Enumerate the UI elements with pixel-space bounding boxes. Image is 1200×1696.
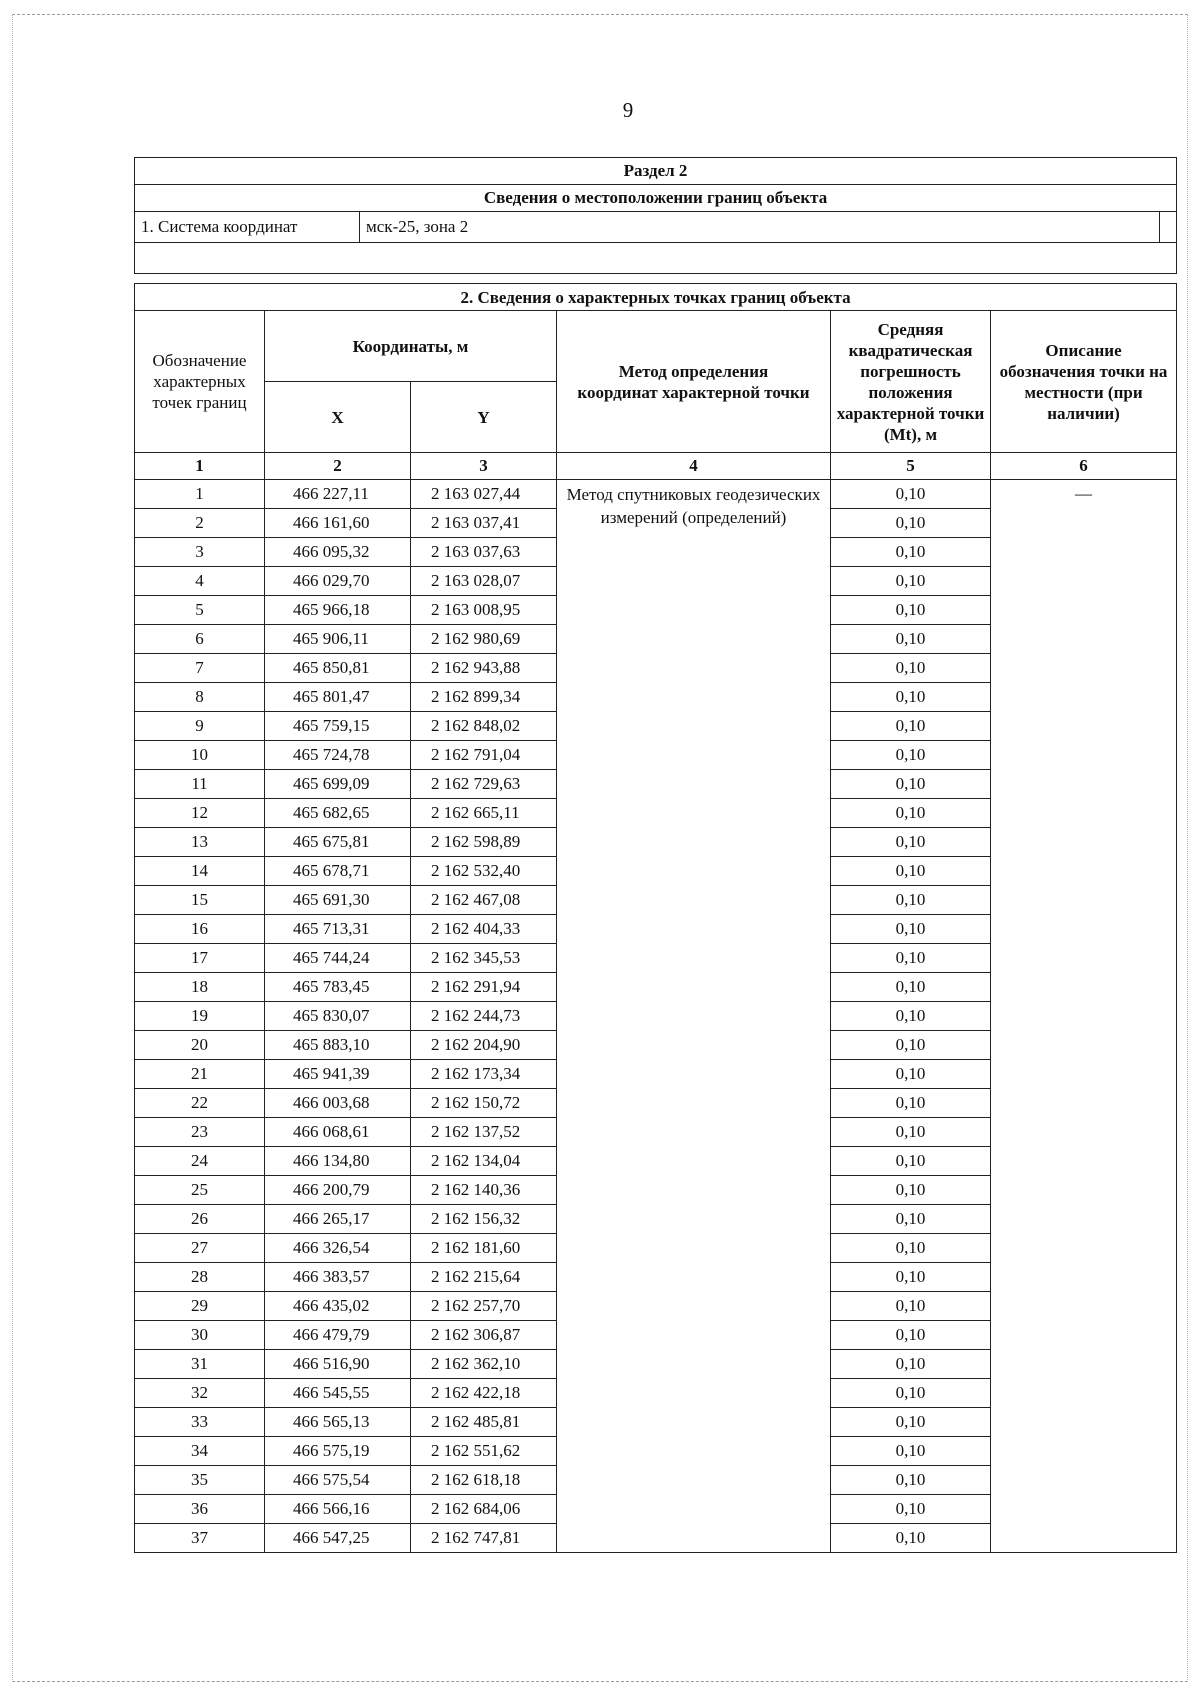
coordinate-x: 466 383,57 xyxy=(265,1263,411,1292)
point-number: 21 xyxy=(135,1060,265,1089)
coordinate-x: 465 675,81 xyxy=(265,828,411,857)
header-coordinates: Координаты, м xyxy=(265,311,557,382)
coordinate-x: 465 682,65 xyxy=(265,799,411,828)
points-table-body xyxy=(135,480,1177,1553)
coordinate-y: 2 162 137,52 xyxy=(411,1118,557,1147)
coordinate-y: 2 162 173,34 xyxy=(411,1060,557,1089)
coordinate-y: 2 162 215,64 xyxy=(411,1263,557,1292)
coordinate-x: 465 713,31 xyxy=(265,915,411,944)
mean-error: 0,10 xyxy=(831,1408,991,1437)
point-number: 30 xyxy=(135,1321,265,1350)
point-number: 35 xyxy=(135,1466,265,1495)
mean-error: 0,10 xyxy=(831,973,991,1002)
point-number: 2 xyxy=(135,509,265,538)
coordinate-x: 466 095,32 xyxy=(265,538,411,567)
point-number: 15 xyxy=(135,886,265,915)
header-y: Y xyxy=(411,382,557,453)
coordinate-x: 466 516,90 xyxy=(265,1350,411,1379)
coordinate-x: 465 678,71 xyxy=(265,857,411,886)
mean-error: 0,10 xyxy=(831,683,991,712)
mean-error: 0,10 xyxy=(831,1437,991,1466)
point-number: 27 xyxy=(135,1234,265,1263)
coordinate-y: 2 162 980,69 xyxy=(411,625,557,654)
point-number: 29 xyxy=(135,1292,265,1321)
coordinate-x: 465 724,78 xyxy=(265,741,411,770)
mean-error: 0,10 xyxy=(831,1292,991,1321)
points-table-title: 2. Сведения о характерных точках границ объекта xyxy=(135,284,1177,311)
point-number: 9 xyxy=(135,712,265,741)
coordinate-x: 465 966,18 xyxy=(265,596,411,625)
coordinate-y: 2 162 618,18 xyxy=(411,1466,557,1495)
coordinate-x: 466 575,54 xyxy=(265,1466,411,1495)
point-number: 25 xyxy=(135,1176,265,1205)
point-number: 31 xyxy=(135,1350,265,1379)
coordinate-x: 466 326,54 xyxy=(265,1234,411,1263)
mean-error: 0,10 xyxy=(831,1466,991,1495)
point-number: 13 xyxy=(135,828,265,857)
mean-error: 0,10 xyxy=(831,1031,991,1060)
point-number: 7 xyxy=(135,654,265,683)
coordinate-y: 2 162 257,70 xyxy=(411,1292,557,1321)
mean-error: 0,10 xyxy=(831,1350,991,1379)
coordinate-y: 2 162 598,89 xyxy=(411,828,557,857)
points-table xyxy=(134,283,1177,1553)
coordinate-y: 2 162 181,60 xyxy=(411,1234,557,1263)
coordinate-x: 466 068,61 xyxy=(265,1118,411,1147)
point-number: 23 xyxy=(135,1118,265,1147)
point-number: 28 xyxy=(135,1263,265,1292)
coordinate-x: 466 161,60 xyxy=(265,509,411,538)
method-value: Метод спутниковых геодезических измерений (определений) xyxy=(557,480,831,1553)
mean-error: 0,10 xyxy=(831,857,991,886)
coordinate-y: 2 163 028,07 xyxy=(411,567,557,596)
coordinate-y: 2 163 037,63 xyxy=(411,538,557,567)
coordinate-y: 2 162 306,87 xyxy=(411,1321,557,1350)
header-description: Описание обозначения точки на местности (при наличии) xyxy=(991,311,1177,453)
header-method: Метод определения координат характерной точки xyxy=(557,311,831,453)
section-subtitle: Сведения о местоположении границ объекта xyxy=(135,185,1177,212)
coordinate-x: 465 883,10 xyxy=(265,1031,411,1060)
point-number: 10 xyxy=(135,741,265,770)
coordinate-y: 2 162 791,04 xyxy=(411,741,557,770)
coordinate-x: 465 699,09 xyxy=(265,770,411,799)
coordinate-y: 2 162 747,81 xyxy=(411,1524,557,1553)
mean-error: 0,10 xyxy=(831,596,991,625)
coordinate-y: 2 162 532,40 xyxy=(411,857,557,886)
point-number: 33 xyxy=(135,1408,265,1437)
coordinate-y: 2 162 684,06 xyxy=(411,1495,557,1524)
coordinate-x: 465 850,81 xyxy=(265,654,411,683)
mean-error: 0,10 xyxy=(831,886,991,915)
blank-row xyxy=(135,243,1177,274)
point-number: 26 xyxy=(135,1205,265,1234)
coordinate-x: 466 435,02 xyxy=(265,1292,411,1321)
coordinate-x: 466 575,19 xyxy=(265,1437,411,1466)
section-title: Раздел 2 xyxy=(135,158,1177,185)
column-number: 2 xyxy=(265,453,411,480)
mean-error: 0,10 xyxy=(831,509,991,538)
coordinate-y: 2 162 134,04 xyxy=(411,1147,557,1176)
header-error: Средняя квадратическая погрешность положения характерной точки (Mt), м xyxy=(831,311,991,453)
point-number: 17 xyxy=(135,944,265,973)
mean-error: 0,10 xyxy=(831,770,991,799)
point-number: 24 xyxy=(135,1147,265,1176)
coordinate-y: 2 162 551,62 xyxy=(411,1437,557,1466)
coordinate-x: 465 783,45 xyxy=(265,973,411,1002)
coordinate-y: 2 162 244,73 xyxy=(411,1002,557,1031)
point-number: 19 xyxy=(135,1002,265,1031)
coordinate-y: 2 163 008,95 xyxy=(411,596,557,625)
point-number: 1 xyxy=(135,480,265,509)
coordinate-x: 466 547,25 xyxy=(265,1524,411,1553)
coordinate-x: 466 479,79 xyxy=(265,1321,411,1350)
point-number: 14 xyxy=(135,857,265,886)
point-number: 4 xyxy=(135,567,265,596)
mean-error: 0,10 xyxy=(831,1176,991,1205)
coordinate-x: 465 801,47 xyxy=(265,683,411,712)
coordinate-x: 465 906,11 xyxy=(265,625,411,654)
coordinate-y: 2 162 404,33 xyxy=(411,915,557,944)
mean-error: 0,10 xyxy=(831,712,991,741)
coordinate-system-value: мск-25, зона 2 xyxy=(360,212,1160,243)
mean-error: 0,10 xyxy=(831,1524,991,1553)
coordinate-x: 466 265,17 xyxy=(265,1205,411,1234)
mean-error: 0,10 xyxy=(831,567,991,596)
mean-error: 0,10 xyxy=(831,1118,991,1147)
column-number: 6 xyxy=(991,453,1177,480)
coordinate-y: 2 162 729,63 xyxy=(411,770,557,799)
mean-error: 0,10 xyxy=(831,1321,991,1350)
mean-error: 0,10 xyxy=(831,741,991,770)
point-number: 36 xyxy=(135,1495,265,1524)
coordinate-x: 466 227,11 xyxy=(265,480,411,509)
point-number: 20 xyxy=(135,1031,265,1060)
column-number: 3 xyxy=(411,453,557,480)
point-number: 34 xyxy=(135,1437,265,1466)
mean-error: 0,10 xyxy=(831,1002,991,1031)
coordinate-y: 2 162 848,02 xyxy=(411,712,557,741)
coordinate-x: 465 759,15 xyxy=(265,712,411,741)
column-number: 5 xyxy=(831,453,991,480)
mean-error: 0,10 xyxy=(831,1234,991,1263)
coordinate-y: 2 162 665,11 xyxy=(411,799,557,828)
coordinate-x: 465 941,39 xyxy=(265,1060,411,1089)
coordinate-y: 2 163 027,44 xyxy=(411,480,557,509)
coordinate-y: 2 162 204,90 xyxy=(411,1031,557,1060)
coordinate-x: 465 691,30 xyxy=(265,886,411,915)
coordinate-x: 466 566,16 xyxy=(265,1495,411,1524)
coordinate-x: 466 565,13 xyxy=(265,1408,411,1437)
mean-error: 0,10 xyxy=(831,1089,991,1118)
mean-error: 0,10 xyxy=(831,828,991,857)
table-row xyxy=(135,480,1177,509)
point-number: 18 xyxy=(135,973,265,1002)
coordinate-system-label: 1. Система координат xyxy=(135,212,360,243)
coordinate-y: 2 162 150,72 xyxy=(411,1089,557,1118)
mean-error: 0,10 xyxy=(831,799,991,828)
point-number: 22 xyxy=(135,1089,265,1118)
column-number: 4 xyxy=(557,453,831,480)
section-header-table xyxy=(134,157,1177,274)
coordinate-y: 2 162 943,88 xyxy=(411,654,557,683)
mean-error: 0,10 xyxy=(831,944,991,973)
coordinate-y: 2 162 467,08 xyxy=(411,886,557,915)
point-number: 11 xyxy=(135,770,265,799)
header-point: Обозначение характерных точек границ xyxy=(135,311,265,453)
mean-error: 0,10 xyxy=(831,1263,991,1292)
point-number: 8 xyxy=(135,683,265,712)
coordinate-y: 2 162 362,10 xyxy=(411,1350,557,1379)
header-x: X xyxy=(265,382,411,453)
coordinate-y: 2 162 140,36 xyxy=(411,1176,557,1205)
coordinate-y: 2 162 422,18 xyxy=(411,1379,557,1408)
mean-error: 0,10 xyxy=(831,1495,991,1524)
point-number: 37 xyxy=(135,1524,265,1553)
point-number: 5 xyxy=(135,596,265,625)
coordinate-y: 2 162 156,32 xyxy=(411,1205,557,1234)
column-number: 1 xyxy=(135,453,265,480)
coordinate-x: 466 134,80 xyxy=(265,1147,411,1176)
mean-error: 0,10 xyxy=(831,480,991,509)
coordinate-x: 465 744,24 xyxy=(265,944,411,973)
mean-error: 0,10 xyxy=(831,538,991,567)
coordinate-y: 2 162 485,81 xyxy=(411,1408,557,1437)
coordinate-x: 466 200,79 xyxy=(265,1176,411,1205)
coordinate-y: 2 162 345,53 xyxy=(411,944,557,973)
coordinate-y: 2 163 037,41 xyxy=(411,509,557,538)
point-number: 6 xyxy=(135,625,265,654)
mean-error: 0,10 xyxy=(831,625,991,654)
coordinate-y: 2 162 291,94 xyxy=(411,973,557,1002)
coordinate-x: 466 003,68 xyxy=(265,1089,411,1118)
point-number: 32 xyxy=(135,1379,265,1408)
mean-error: 0,10 xyxy=(831,1147,991,1176)
coordinate-system-spacer xyxy=(1160,212,1177,243)
mean-error: 0,10 xyxy=(831,1205,991,1234)
mean-error: 0,10 xyxy=(831,1379,991,1408)
point-number: 12 xyxy=(135,799,265,828)
coordinate-x: 465 830,07 xyxy=(265,1002,411,1031)
coordinate-x: 466 029,70 xyxy=(265,567,411,596)
point-number: 16 xyxy=(135,915,265,944)
coordinate-x: 466 545,55 xyxy=(265,1379,411,1408)
coordinate-y: 2 162 899,34 xyxy=(411,683,557,712)
mean-error: 0,10 xyxy=(831,1060,991,1089)
point-number: 3 xyxy=(135,538,265,567)
mean-error: 0,10 xyxy=(831,654,991,683)
description-value: — xyxy=(991,480,1177,1553)
mean-error: 0,10 xyxy=(831,915,991,944)
page-number: 9 xyxy=(622,98,634,122)
